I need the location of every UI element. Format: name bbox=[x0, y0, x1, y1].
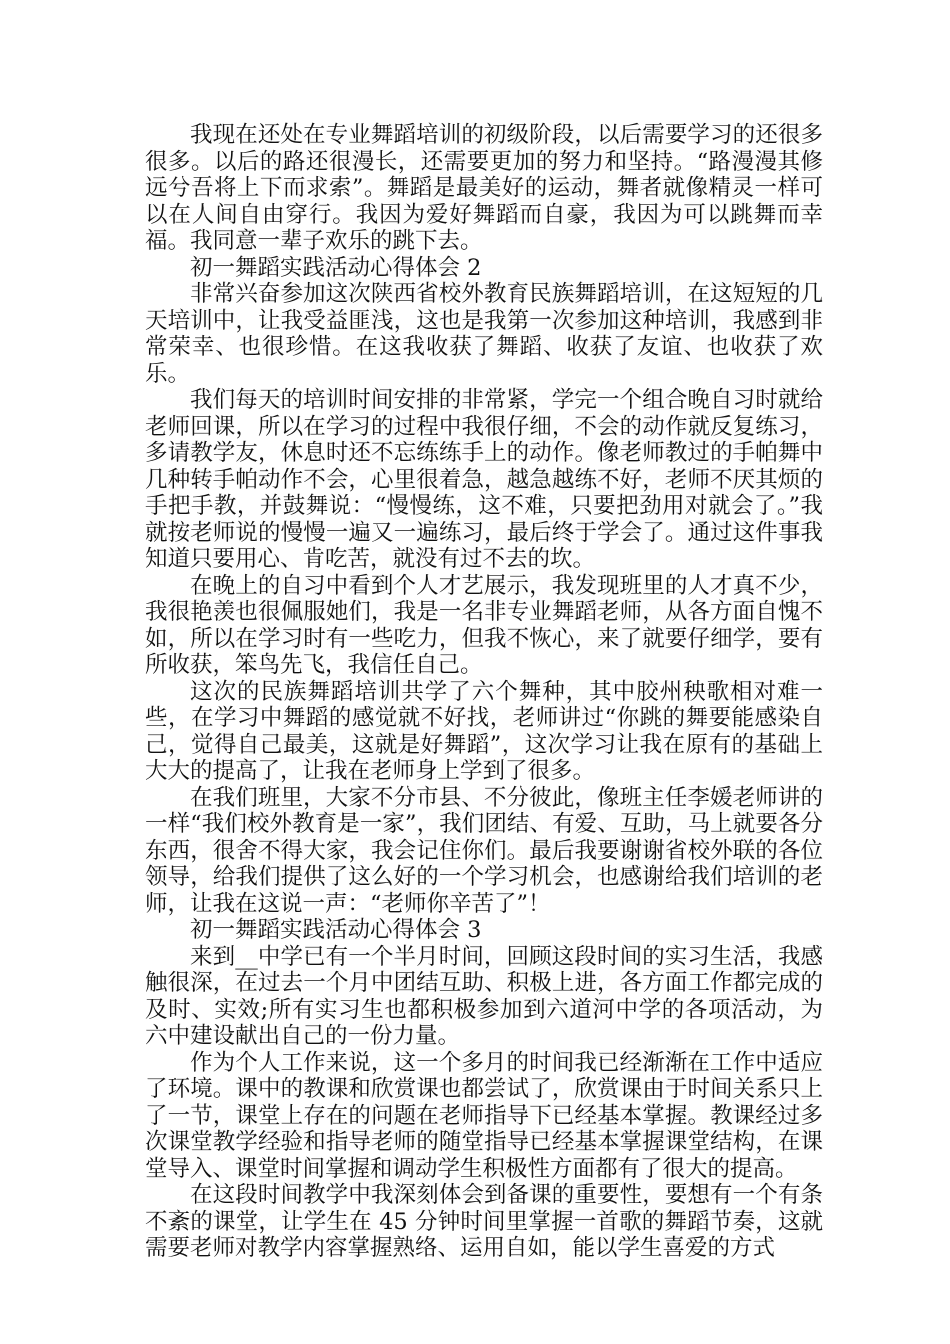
paragraph: 在这段时间教学中我深刻体会到备课的重要性，要想有一个有条不紊的课堂，让学生在 45 分钟时间里掌握一首歌的舞蹈节奏，这就需要老师对教学内容掌握熟络、运用自如，能以学生喜爱的方式 bbox=[145, 1182, 823, 1261]
section-heading: 初一舞蹈实践活动心得体会 2 bbox=[190, 254, 482, 281]
paragraph: 我现在还处在专业舞蹈培训的初级阶段，以后需要学习的还很多很多。以后的路还很漫长，还需要更加的努力和坚持。“路漫漫其修远兮吾将上下而求索”。舞蹈是最美好的运动，舞者就像精灵一样可以在人间自由穿行。我因为爱好舞蹈而自豪，我因为可以跳舞而幸福。我同意一辈子欢乐的跳下去。 bbox=[145, 122, 823, 254]
paragraph: 这次的民族舞蹈培训共学了六个舞种，其中胶州秧歌相对难一些，在学习中舞蹈的感觉就不好找，老师讲过“你跳的舞要能感染自己，觉得自己最美，这就是好舞蹈”，这次学习让我在原有的基础上大大的提高了，让我在老师身上学到了很多。 bbox=[145, 678, 823, 784]
paragraph: 我们每天的培训时间安排的非常紧，学完一个组合晚自习时就给老师回课，所以在学习的过程中我很仔细，不会的动作就反复练习，多请教学友，休息时还不忘练练手上的动作。像老师教过的手帕舞中几种转手帕动作不会，心里很着急，越急越练不好，老师不厌其烦的手把手教，并鼓舞说：“慢慢练，这不难，只要把劲用对就会了。”我就按老师说的慢慢一遍又一遍练习，最后终于学会了。通过这件事我知道只要用心、肯吃苦，就没有过不去的坎。 bbox=[145, 387, 823, 572]
paragraph: 非常兴奋参加这次陕西省校外教育民族舞蹈培训，在这短短的几天培训中，让我受益匪浅，这也是我第一次参加这种培训，我感到非常荣幸、也很珍惜。在这我收获了舞蹈、收获了友谊、也收获了欢乐。 bbox=[145, 281, 823, 387]
document-page bbox=[145, 122, 823, 1262]
paragraph: 作为个人工作来说，这一个多月的时间我已经渐渐在工作中适应了环境。课中的教课和欣赏课也都尝试了，欣赏课由于时间关系只上了一节，课堂上存在的问题在老师指导下已经基本掌握。教课经过多次课堂教学经验和指导老师的随堂指导已经基本掌握课堂结构，在课堂导入、课堂时间掌握和调动学生积极性方面都有了很大的提高。 bbox=[145, 1049, 823, 1182]
section-heading: 初一舞蹈实践活动心得体会 3 bbox=[190, 917, 482, 943]
paragraph: 来到__中学已有一个半月时间，回顾这段时间的实习生活，我感触很深，在过去一个月中团结互助、积极上进，各方面工作都完成的及时、实效;所有实习生也都积极参加到六道河中学的各项活动，为六中建设献出自己的一份力量。 bbox=[145, 943, 823, 1049]
paragraph: 在晚上的自习中看到个人才艺展示，我发现班里的人才真不少，我很艳羡也很佩服她们，我是一名非专业舞蹈老师，从各方面自愧不如，所以在学习时有一些吃力，但我不恢心，来了就要仔细学，要有所收获，笨鸟先飞，我信任自己。 bbox=[145, 572, 823, 678]
paragraph: 在我们班里，大家不分市县、不分彼此，像班主任李媛老师讲的一样“我们校外教育是一家”，我们团结、有爱、互助，马上就要各分东西，很舍不得大家，我会记住你们。最后我要谢谢省校外联的各位领导，给我们提供了这么好的一个学习机会，也感谢给我们培训的老师，让我在这说一声：“老师你辛苦了”！ bbox=[145, 784, 823, 917]
